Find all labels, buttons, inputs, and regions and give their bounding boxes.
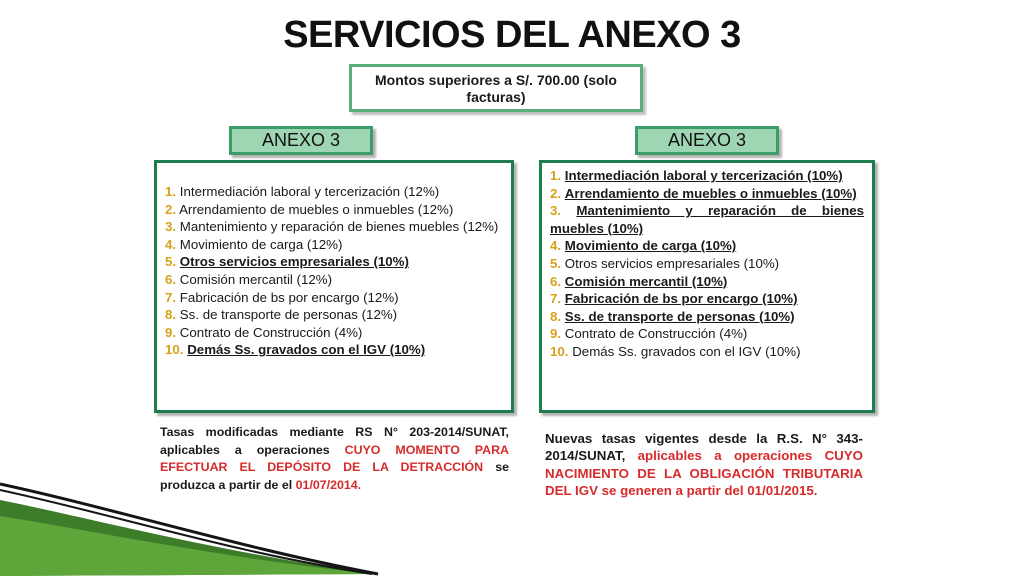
list-item: 2. Arrendamiento de muebles o inmuebles (10%) (550, 185, 857, 201)
list-item: 6. Comisión mercantil (10%) (550, 273, 728, 289)
list-item: 7. Fabricación de bs por encargo (12%) (165, 289, 399, 305)
list-item: 5. Otros servicios empresariales (10%) (550, 255, 780, 271)
list-item: 6. Comisión mercantil (12%) (165, 271, 333, 287)
list-item: 10. Demás Ss. gravados con el IGV (10%) (550, 343, 801, 359)
list-item: 9. Contrato de Construcción (4%) (550, 326, 748, 342)
annex-panel-right (539, 160, 875, 413)
list-item: 2. Arrendamiento de muebles o inmuebles (12%) (165, 201, 454, 217)
annex-label-right: ANEXO 3 (635, 126, 779, 155)
note-left: Tasas modificadas mediante RS N° 203-2014/SUNAT, aplicables a operaciones CUYO MOMENTO PARA EFECTUAR EL DEPÓSITO DE LA DETRACCIÓN se produzca a partir de el 01/07/2014. (160, 425, 509, 492)
list-item: 8. Ss. de transporte de personas (12%) (165, 307, 398, 323)
annex-label-left: ANEXO 3 (229, 126, 373, 155)
list-item: 10. Demás Ss. gravados con el IGV (10%) (165, 342, 426, 358)
slide-title: SERVICIOS DEL ANEXO 3 (283, 14, 741, 56)
decorative-swoosh (0, 470, 380, 576)
annex-panel-left (154, 160, 514, 413)
note-right: Nuevas tasas vigentes desde la R.S. N° 343-2014/SUNAT, aplicables a operaciones CUYO NACIMIENTO DE LA OBLIGACIÓN TRIBUTARIA DEL IGV se generen a partir del 01/01/2015. (545, 431, 863, 499)
list-item: 9. Contrato de Construcción (4%) (165, 324, 363, 340)
amount-threshold-text: Montos superiores a S/. 700.00 (solo facturas) (375, 72, 617, 105)
list-item: 3. Mantenimiento y reparación de bienes muebles (10%) (550, 203, 864, 236)
list-item: 4. Movimiento de carga (12%) (165, 236, 343, 252)
list-item: 8. Ss. de transporte de personas (10%) (550, 308, 795, 324)
list-item: 1. Intermediación laboral y tercerización (10%) (550, 168, 843, 183)
amount-threshold-box (349, 64, 643, 112)
list-item: 1. Intermediación laboral y tercerización (12%) (165, 184, 440, 199)
list-item: 4. Movimiento de carga (10%) (550, 238, 737, 254)
list-item: 5. Otros servicios empresariales (10%) (165, 254, 409, 270)
list-item: 7. Fabricación de bs por encargo (10%) (550, 291, 798, 307)
list-item: 3. Mantenimiento y reparación de bienes muebles (12%) (165, 219, 499, 235)
